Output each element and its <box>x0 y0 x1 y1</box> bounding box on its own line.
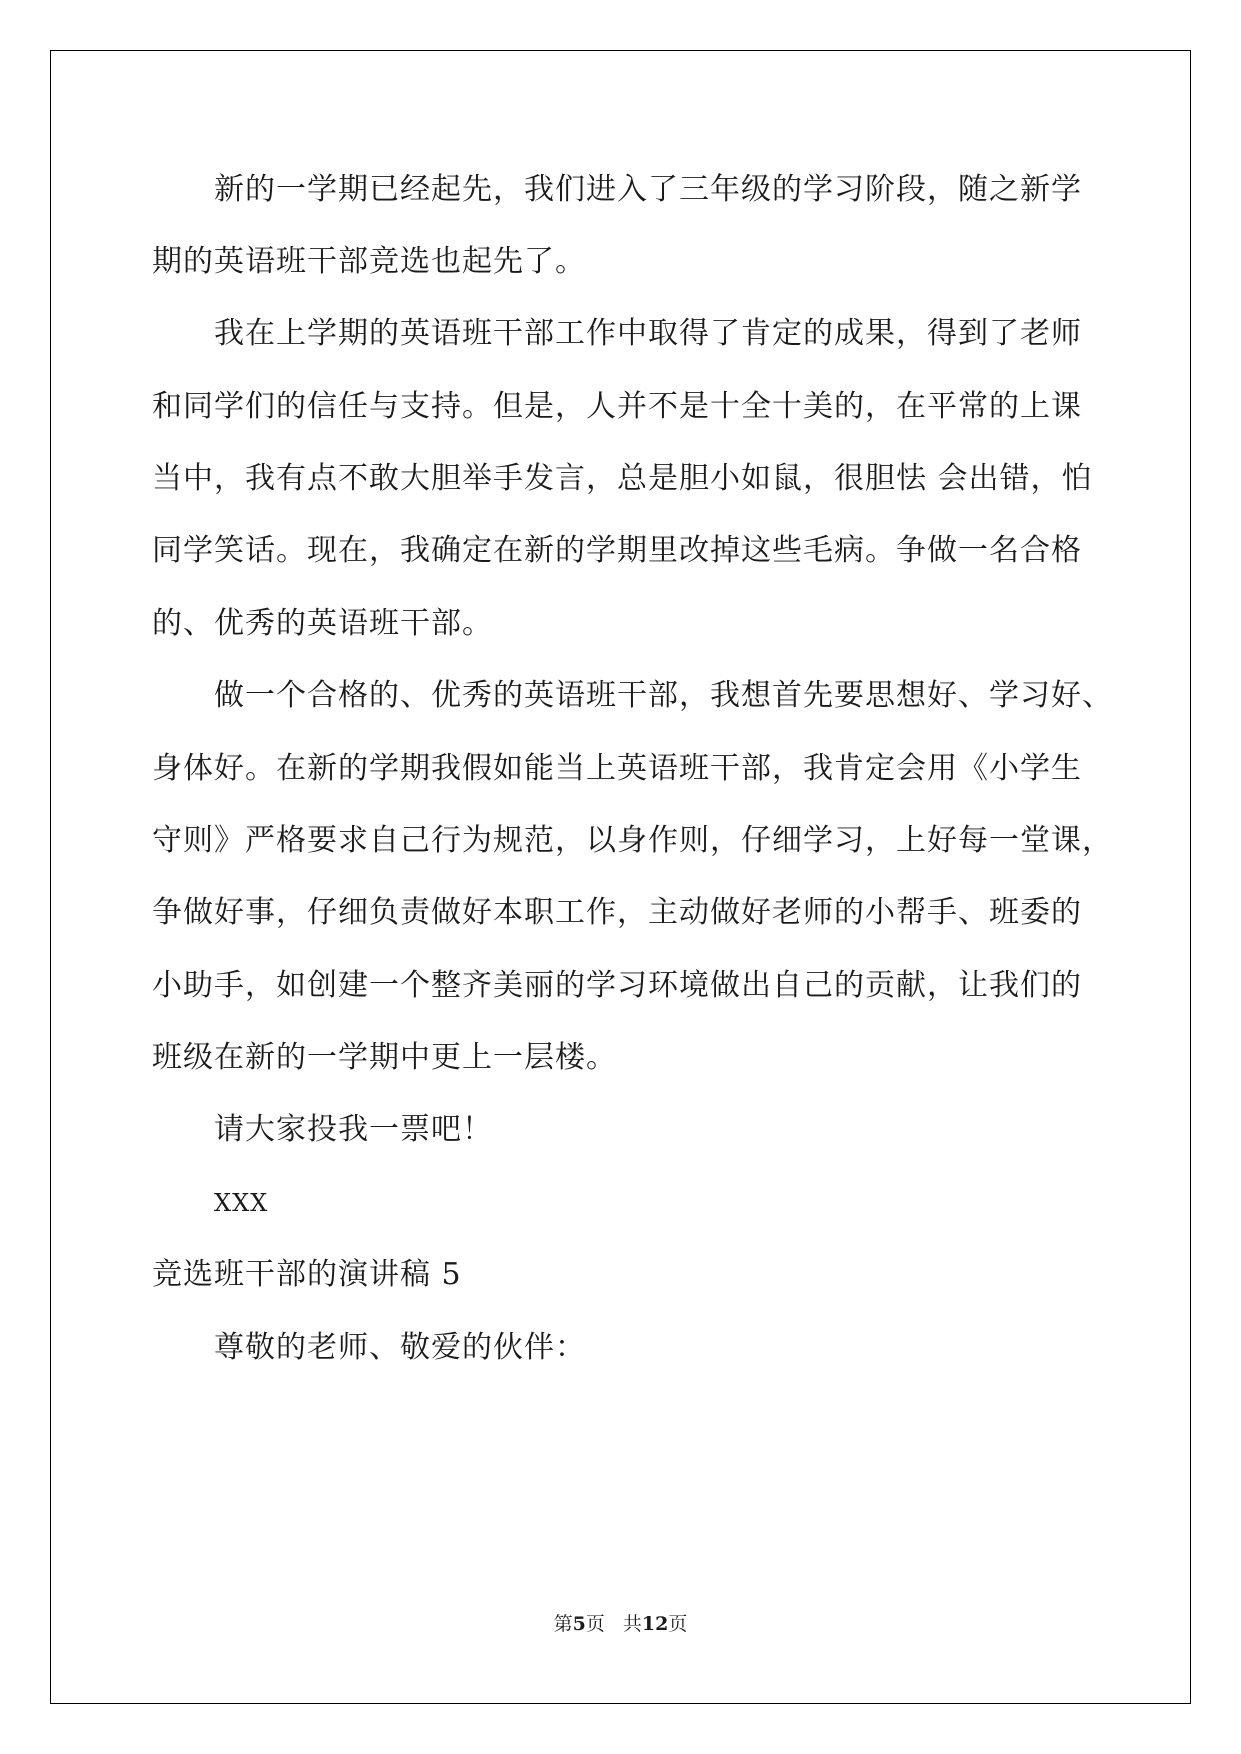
footer-page-number: 5 <box>572 1613 586 1635</box>
body-line: 做一个合格的、优秀的英语班干部，我想首先要思想好、学习好、 <box>214 678 1113 713</box>
salutation-line: 尊敬的老师、敬爱的伙伴： <box>214 1330 586 1365</box>
footer-total-number: 12 <box>641 1613 669 1635</box>
page-footer <box>0 1612 1241 1636</box>
body-line: 新的一学期已经起先，我们进入了三年级的学习阶段，随之新学 <box>214 172 1082 207</box>
body-line: 守则》严格要求自己行为规范，以身作则，仔细学习，上好每一堂课， <box>152 823 1113 858</box>
body-line: 和同学们的信任与支持。但是，人并不是十全十美的，在平常的上课 <box>152 389 1082 424</box>
body-line: 同学笑话。现在，我确定在新的学期里改掉这些毛病。争做一名合格 <box>152 533 1082 568</box>
body-line: 争做好事，仔细负责做好本职工作，主动做好老师的小帮手、班委的 <box>152 895 1082 930</box>
body-line: 小助手，如创建一个整齐美丽的学习环境做出自己的贡献，让我们的 <box>152 968 1082 1003</box>
body-line: 身体好。在新的学期我假如能当上英语班干部，我肯定会用《小学生 <box>152 751 1082 786</box>
body-line: 当中，我有点不敢大胆举手发言，总是胆小如鼠，很胆怯 会出错，怕 <box>152 461 1093 496</box>
body-line: 班级在新的一学期中更上一层楼。 <box>152 1040 617 1075</box>
body-line: 请大家投我一票吧！ <box>214 1112 493 1147</box>
body-line: 我在上学期的英语班干部工作中取得了肯定的成果，得到了老师 <box>214 316 1082 351</box>
footer-page-prefix: 第 <box>553 1613 573 1635</box>
footer-page-suffix: 页 <box>585 1613 605 1635</box>
page-frame <box>50 50 1191 1704</box>
footer-total-prefix: 共 <box>622 1613 642 1635</box>
footer-total-suffix: 页 <box>668 1613 688 1635</box>
body-line: 的、优秀的英语班干部。 <box>152 606 493 641</box>
section-heading: 竞选班干部的演讲稿 5 <box>152 1257 462 1292</box>
signature-line: XXX <box>214 1189 269 1217</box>
body-line: 期的英语班干部竞选也起先了。 <box>152 244 586 279</box>
